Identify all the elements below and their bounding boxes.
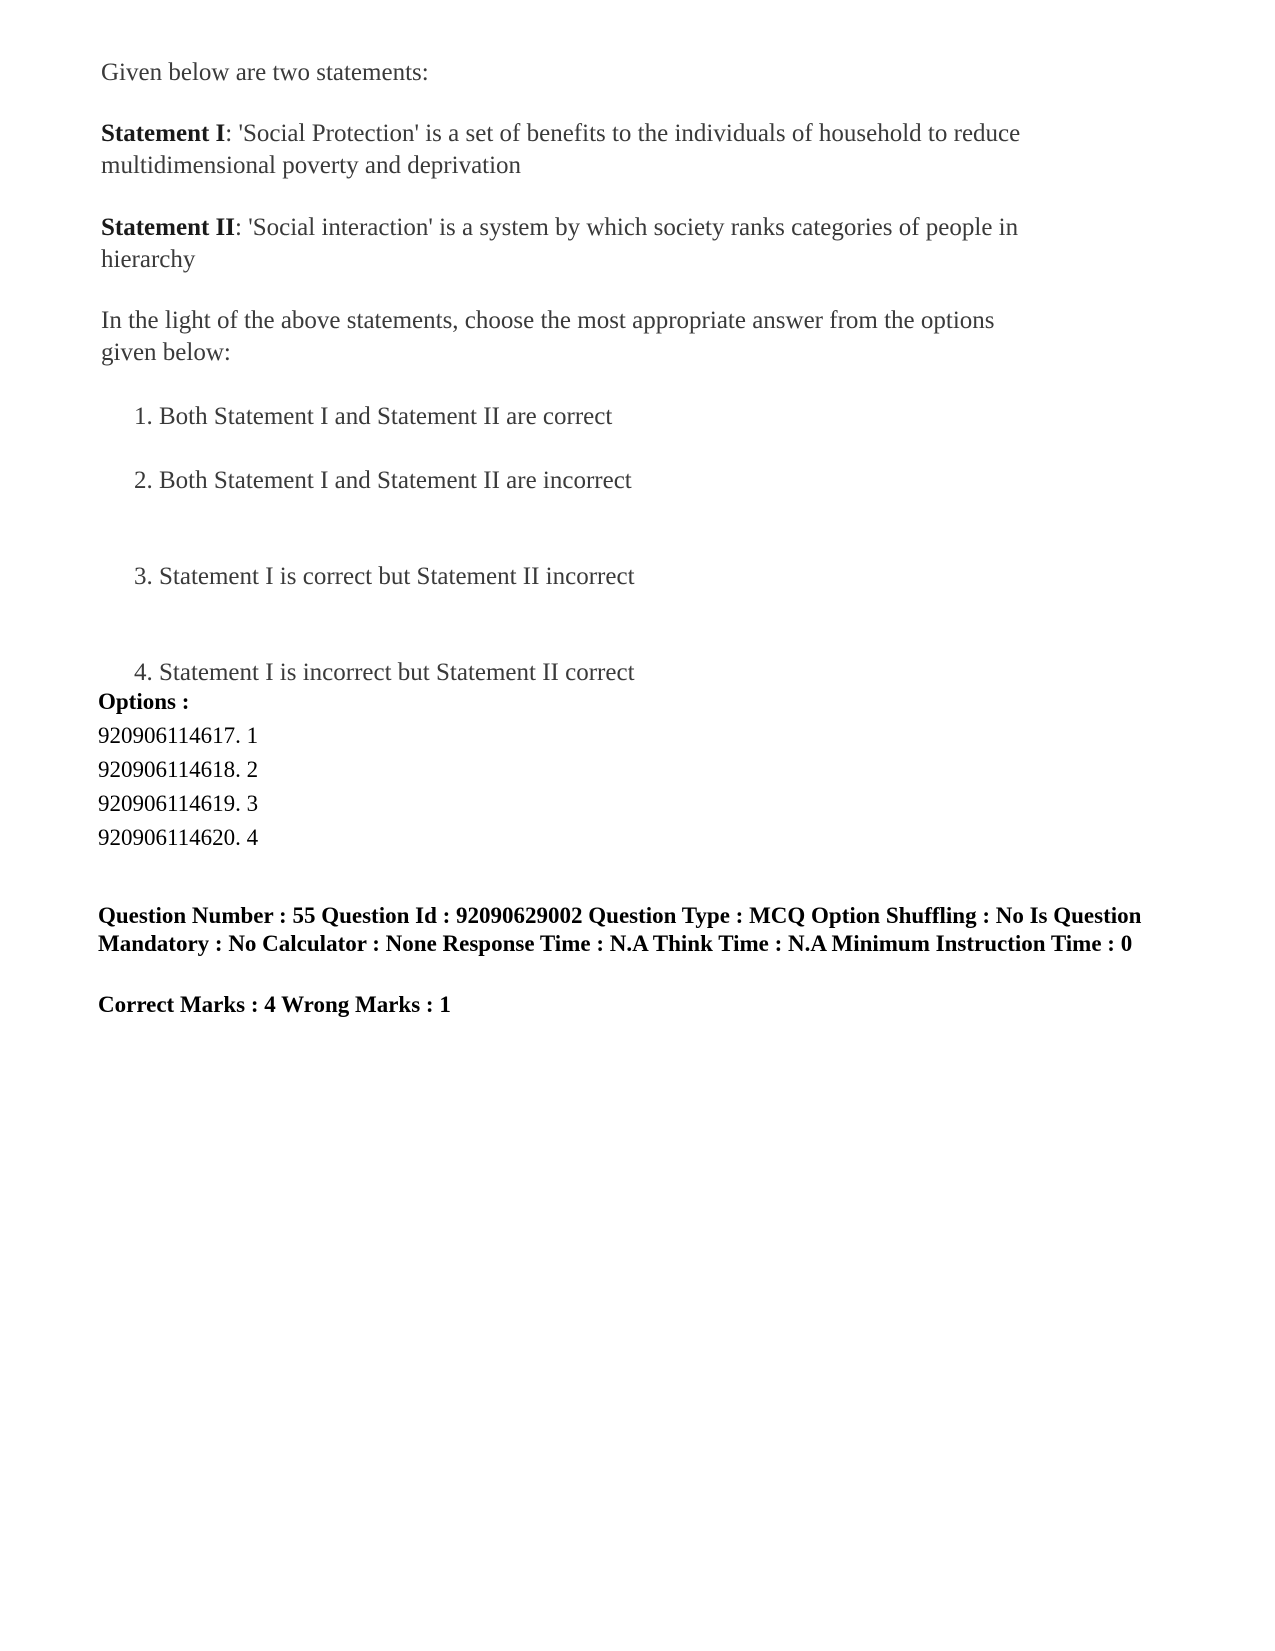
choice-2: 2. Both Statement I and Statement II are incorrect <box>134 467 632 494</box>
option-item-4: 920906114620. 4 <box>98 825 259 850</box>
choice-1: 1. Both Statement I and Statement II are correct <box>134 403 613 430</box>
option-item-2: 920906114618. 2 <box>98 757 259 782</box>
statement-1 <box>101 118 1041 182</box>
question-intro: Given below are two statements: <box>101 59 429 86</box>
question-marks: Correct Marks : 4 Wrong Marks : 1 <box>98 992 451 1017</box>
statement-1-text: : 'Social Protection' is a set of benefits to the individuals of household to reduce multidimensional poverty and deprivation <box>101 120 1021 179</box>
option-item-1: 920906114617. 1 <box>98 723 259 748</box>
statement-2-label: Statement II <box>101 214 236 241</box>
question-instruction: In the light of the above statements, choose the most appropriate answer from the options given below: <box>101 307 995 366</box>
choice-4: 4. Statement I is incorrect but Statement II correct <box>134 659 635 686</box>
options-heading: Options : <box>98 689 190 714</box>
question-meta: Question Number : 55 Question Id : 92090629002 Question Type : MCQ Option Shuffling : No Is Question Mandatory : No Calculator : None Response Time : N.A Think Time : N.A Minimum Instruction Time : 0 <box>98 903 1142 956</box>
statement-2 <box>101 212 1041 276</box>
choice-3: 3. Statement I is correct but Statement II incorrect <box>134 563 635 590</box>
statement-1-label: Statement I <box>101 120 226 147</box>
statement-2-text: : 'Social interaction' is a system by which society ranks categories of people in hierarchy <box>101 214 1019 273</box>
option-item-3: 920906114619. 3 <box>98 791 259 816</box>
